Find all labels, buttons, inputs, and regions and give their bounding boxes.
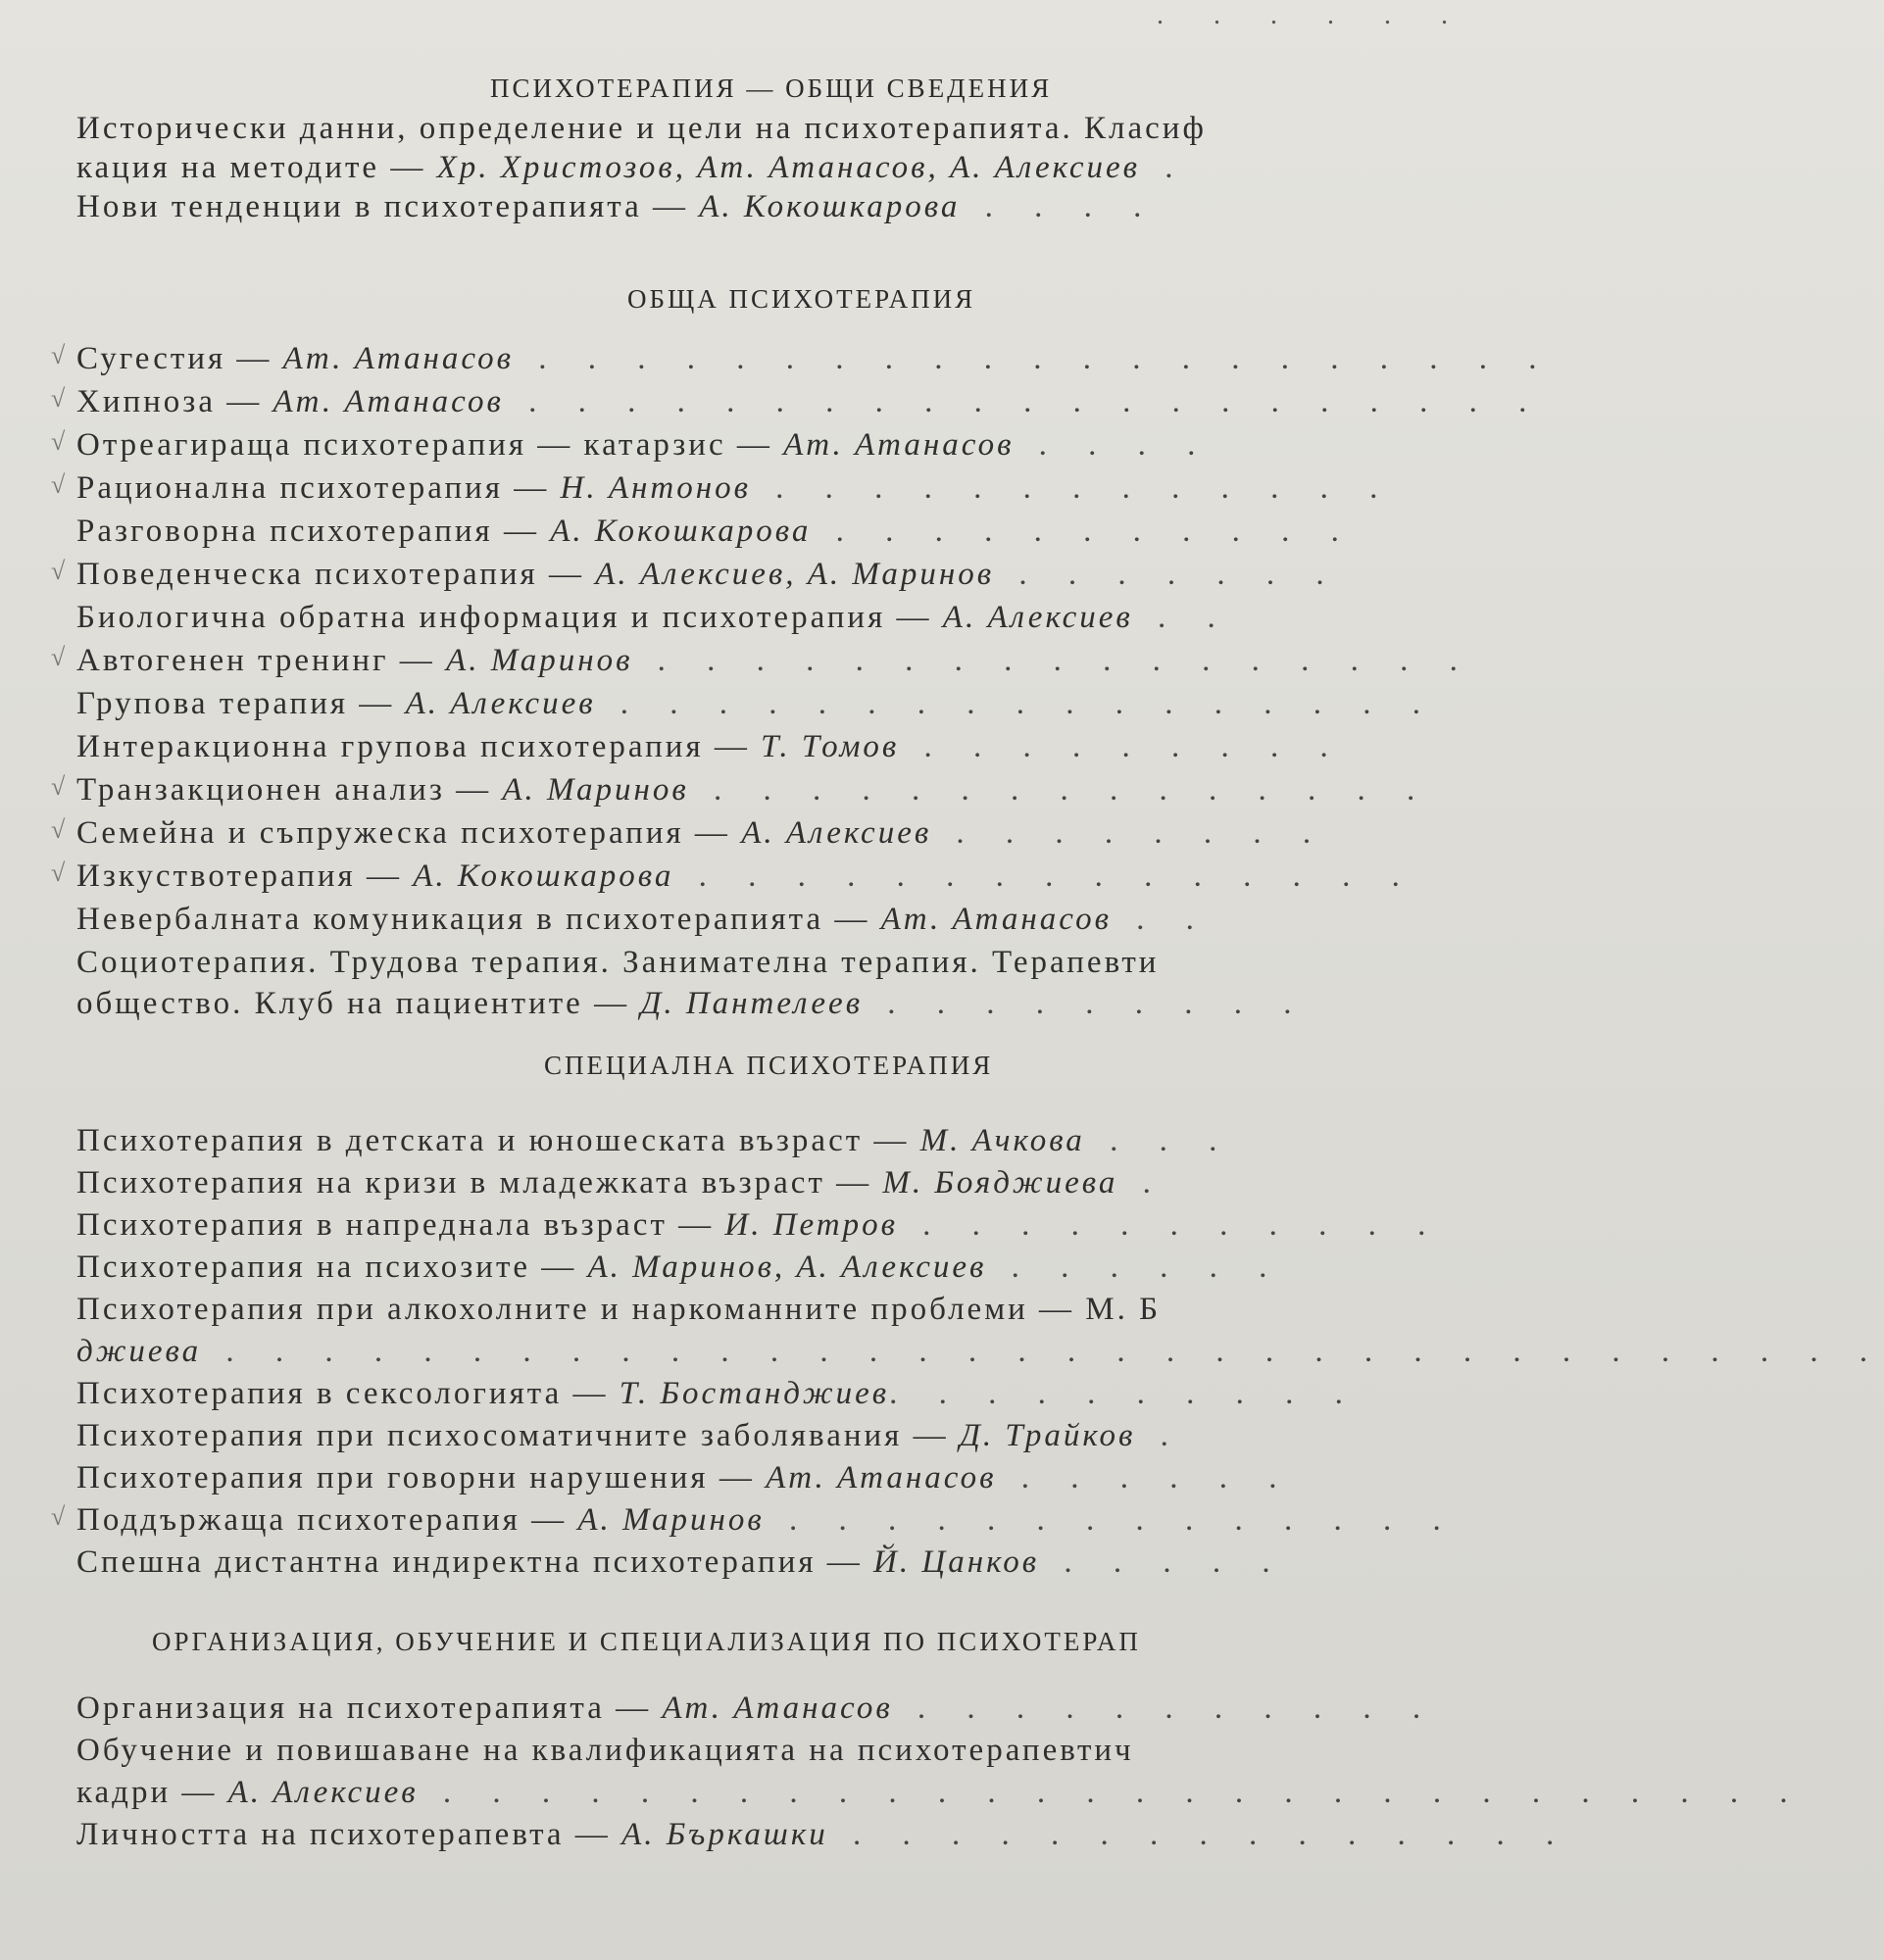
- toc-entry: Социотерапия. Трудова терапия. Занимателна терапия. Терапевти: [76, 945, 1160, 980]
- toc-entry: Групова терапия — А. Алексиев . . . . . . . . . . . . . . . . .: [76, 686, 1438, 721]
- toc-entry: Психотерапия в сексологията — Т. Бостанджиев. . . . . . . . . .: [76, 1376, 1360, 1411]
- toc-entry: Спешна дистантна индиректна психотерапия — Й. Цанков . . . . .: [76, 1544, 1287, 1580]
- toc-entry: Хипноза — Ат. Атанасов . . . . . . . . . . . . . . . . . . . . .: [76, 384, 1544, 419]
- pencil-check-mark: √: [51, 1502, 66, 1531]
- pencil-check-mark: √: [51, 384, 66, 413]
- pencil-check-mark: √: [51, 470, 66, 499]
- toc-entry: Психотерапия в детската и юношеската възраст — М. Ачкова . . .: [76, 1123, 1234, 1158]
- toc-entry: Отреагираща психотерапия — катарзис — Ат. Атанасов . . . .: [76, 427, 1213, 463]
- top-leader-dots: . . . . . .: [1157, 0, 1469, 30]
- pencil-check-mark: √: [51, 341, 66, 369]
- toc-entry: Организация на психотерапията — Ат. Атанасов . . . . . . . . . . .: [76, 1690, 1438, 1726]
- toc-entry: Психотерапия на психозите — А. Маринов, А. Алексиев . . . . . .: [76, 1250, 1284, 1285]
- toc-entry: Разговорна психотерапия — А. Кокошкарова . . . . . . . . . . .: [76, 514, 1356, 549]
- pencil-check-mark: √: [51, 557, 66, 585]
- toc-entry: Интеракционна групова психотерапия — Т. Томов . . . . . . . . .: [76, 729, 1345, 764]
- section-title-general-psychotherapy: ОБЩА ПСИХОТЕРАПИЯ: [627, 284, 976, 314]
- toc-entry: Поддържаща психотерапия — А. Маринов . . . . . . . . . . . . . .: [76, 1502, 1458, 1538]
- toc-entry: джиева . . . . . . . . . . . . . . . . . . . . . . . . . . . . . . . . . .: [76, 1334, 1884, 1369]
- toc-entry: Семейна и съпружеска психотерапия — А. Алексиев . . . . . . . .: [76, 815, 1328, 851]
- toc-entry: Исторически данни, определение и цели на психотерапията. Класиф: [76, 111, 1207, 146]
- toc-entry: Психотерапия при психосоматичните заболявания — Д. Трайков .: [76, 1418, 1185, 1453]
- pencil-check-mark: √: [51, 772, 66, 801]
- toc-entry: Невербалната комуникация в психотерапията — Ат. Атанасов . .: [76, 902, 1211, 937]
- toc-entry: Рационална психотерапия — Н. Антонов . . . . . . . . . . . . .: [76, 470, 1395, 506]
- toc-entry: Психотерапия при алкохолните и наркоманните проблеми — М. Б: [76, 1292, 1162, 1327]
- toc-entry: Поведенческа психотерапия — А. Алексиев, А. Маринов . . . . . . .: [76, 557, 1341, 592]
- pencil-check-mark: √: [51, 815, 66, 844]
- toc-entry: Нови тенденции в психотерапията — А. Кокошкарова . . . .: [76, 189, 1159, 224]
- toc-entry: Психотерапия в напреднала възраст — И. Петров . . . . . . . . . . .: [76, 1207, 1443, 1243]
- toc-entry: Сугестия — Ат. Атанасов . . . . . . . . . . . . . . . . . . . . .: [76, 341, 1554, 376]
- pencil-check-mark: √: [51, 427, 66, 456]
- toc-entry: Личността на психотерапевта — А. Бъркашки . . . . . . . . . . . . . . .: [76, 1817, 1571, 1852]
- toc-entry: Обучение и повишаване на квалификацията на психотерапевтич: [76, 1733, 1134, 1768]
- toc-entry: кадри — А. Алексиев . . . . . . . . . . . . . . . . . . . . . . . . . . . .: [76, 1775, 1805, 1810]
- pencil-check-mark: √: [51, 643, 66, 671]
- toc-entry: Изкуствотерапия — А. Кокошкарова . . . . . . . . . . . . . . .: [76, 858, 1416, 894]
- toc-entry: Психотерапия на кризи в младежката възраст — М. Бояджиева .: [76, 1165, 1167, 1200]
- section-title-special-psychotherapy: СПЕЦИАЛНА ПСИХОТЕРАПИЯ: [544, 1051, 994, 1080]
- toc-entry: кация на методите — Хр. Христозов, Ат. Атанасов, А. Алексиев .: [76, 150, 1190, 185]
- pencil-check-mark: √: [51, 858, 66, 887]
- toc-entry: Автогенен тренинг — А. Маринов . . . . . . . . . . . . . . . . .: [76, 643, 1474, 678]
- section-title-organization-training: ОРГАНИЗАЦИЯ, ОБУЧЕНИЕ И СПЕЦИАЛИЗАЦИЯ ПО ПСИХОТЕРАП: [152, 1627, 1141, 1656]
- toc-entry: общество. Клуб на пациентите — Д. Пантелеев . . . . . . . . .: [76, 986, 1309, 1021]
- toc-entry: Психотерапия при говорни нарушения — Ат. Атанасов . . . . . .: [76, 1460, 1294, 1495]
- toc-entry: Транзакционен анализ — А. Маринов . . . . . . . . . . . . . . .: [76, 772, 1432, 808]
- toc-entry: Биологична обратна информация и психотерапия — А. Алексиев . .: [76, 600, 1232, 635]
- section-title-general-info: ПСИХОТЕРАПИЯ — ОБЩИ СВЕДЕНИЯ: [490, 74, 1053, 103]
